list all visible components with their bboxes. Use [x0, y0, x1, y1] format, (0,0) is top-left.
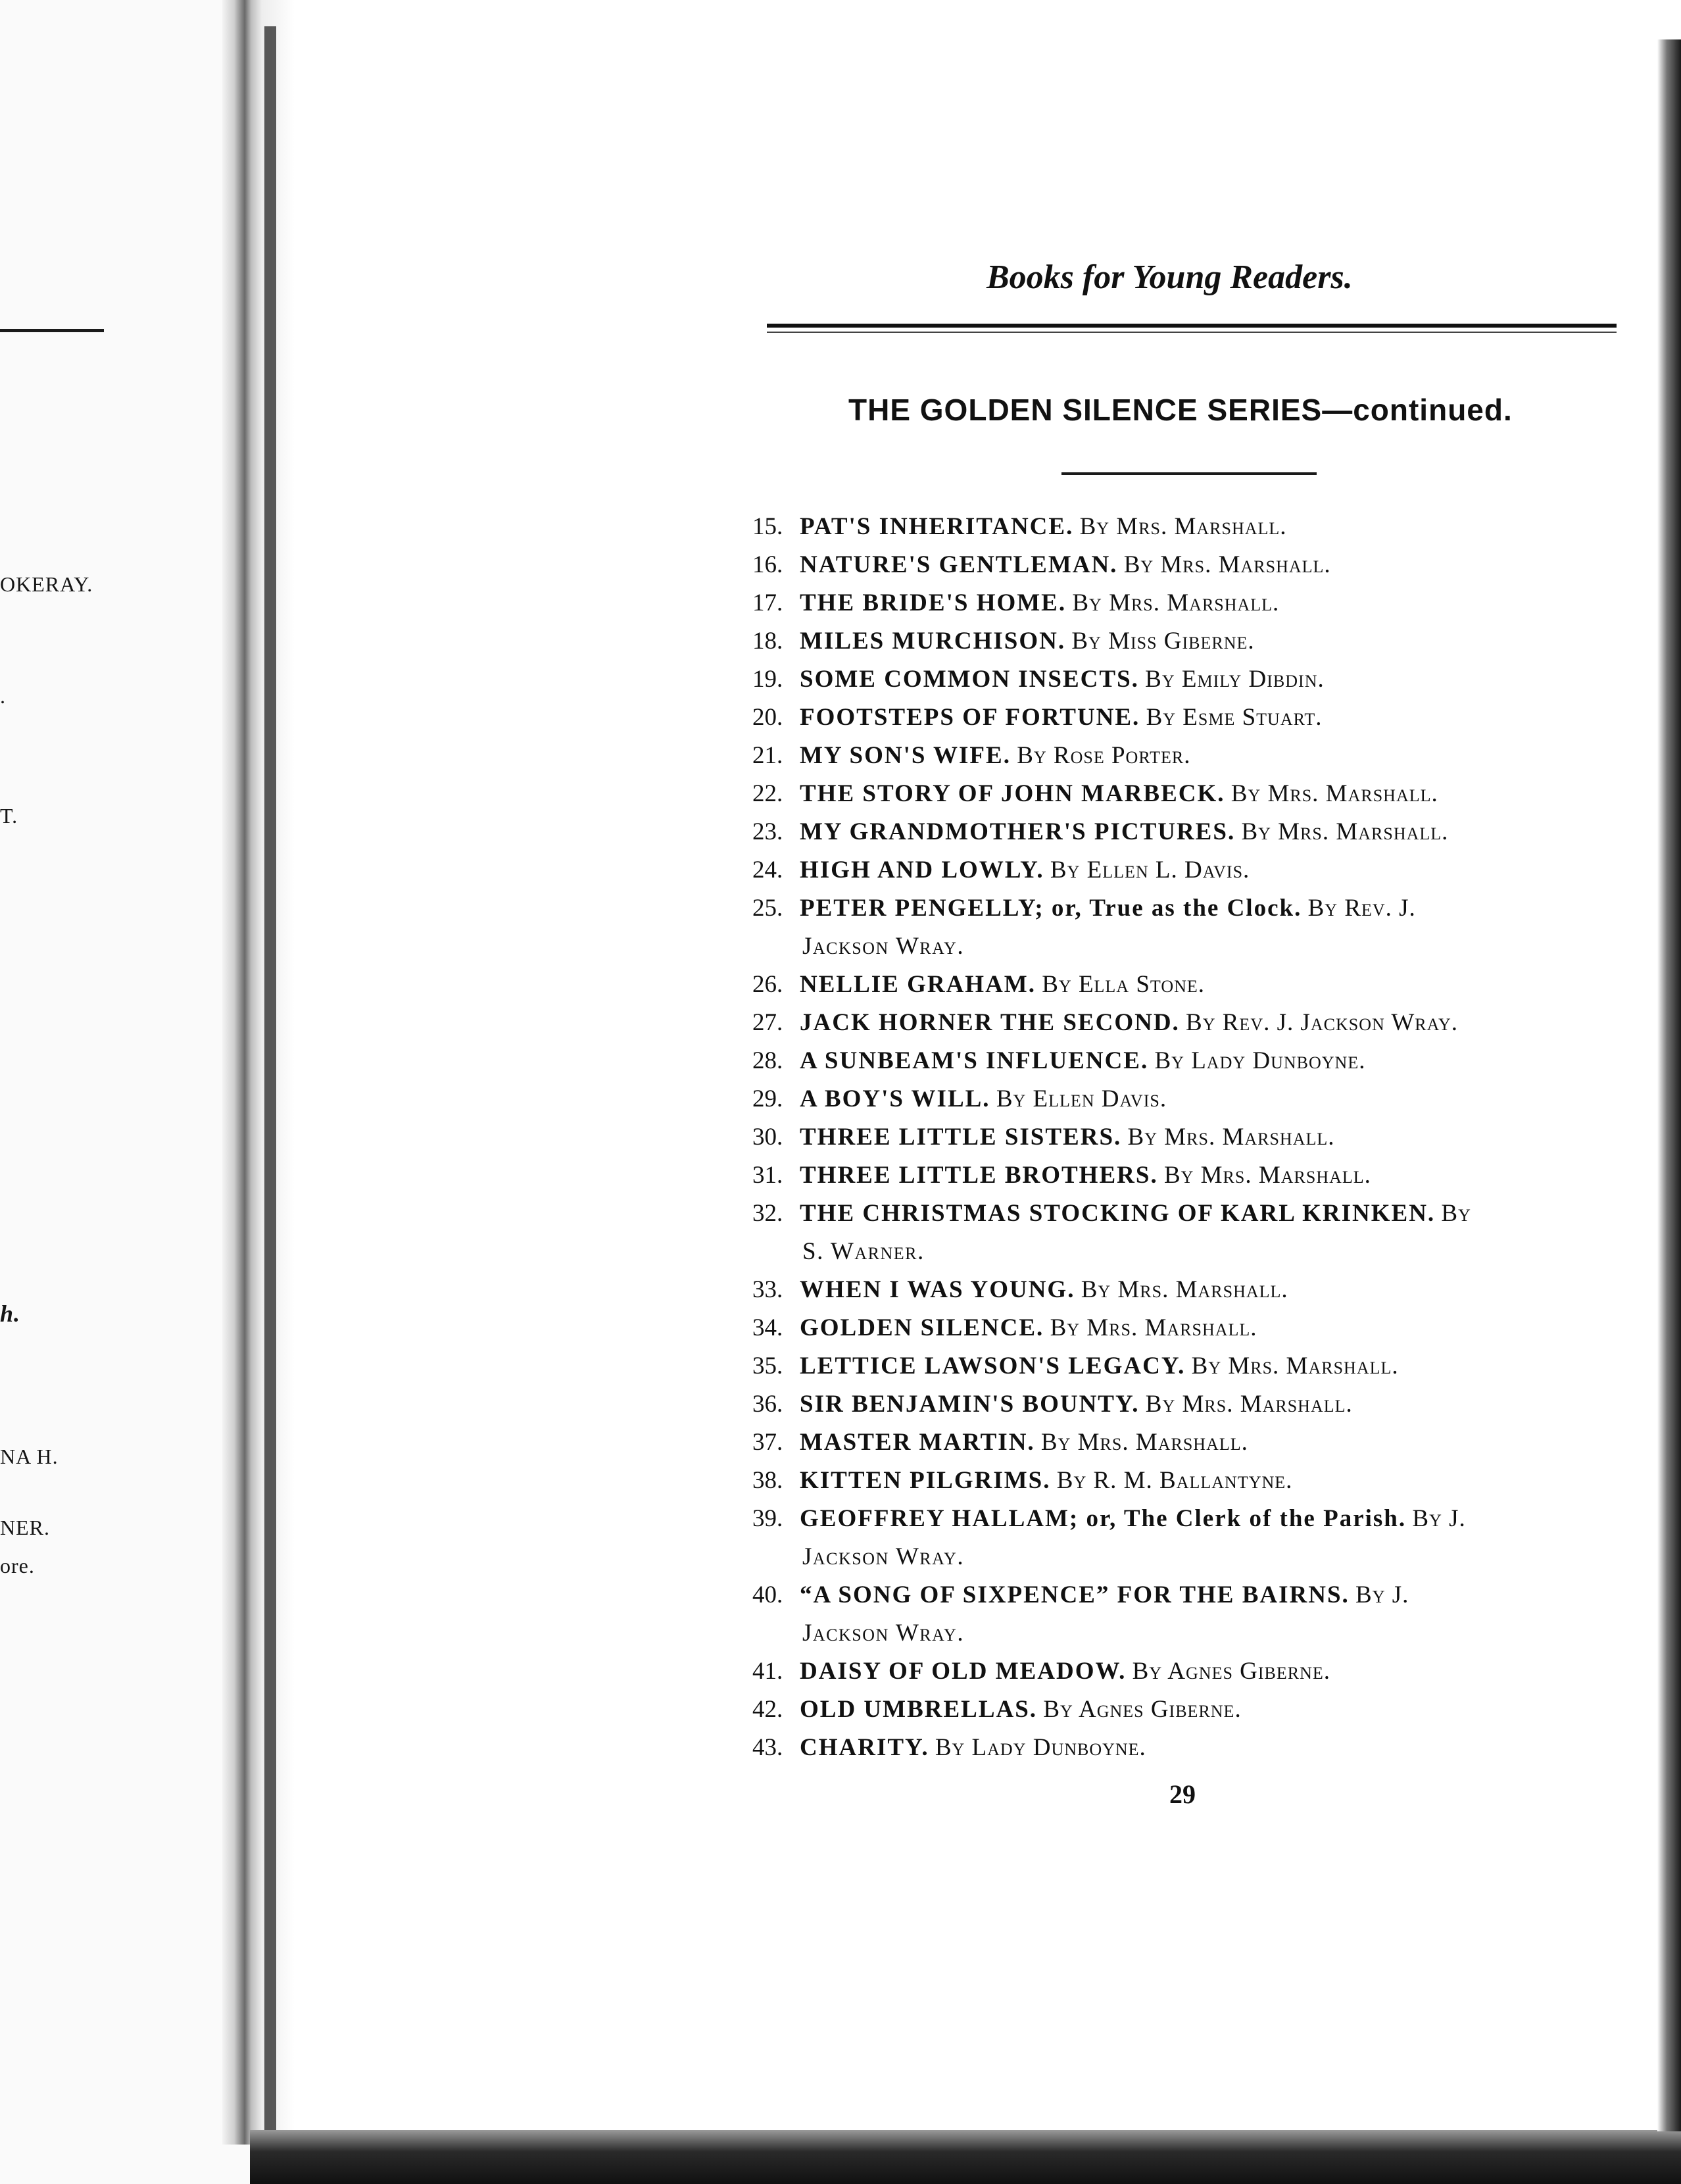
left-page-rule: [0, 329, 104, 332]
entry-number: 27.: [752, 1009, 783, 1036]
book-title: HIGH AND LOWLY.: [800, 856, 1044, 883]
list-item: [752, 1156, 1620, 1195]
entry-number: 22.: [752, 780, 783, 807]
binding-edge-bottom: [250, 2130, 1681, 2184]
entry-number: 25.: [752, 895, 783, 922]
left-page-fragment: OKERAY.: [0, 572, 93, 596]
list-item: [752, 1347, 1620, 1385]
entry-number: 16.: [752, 551, 783, 578]
list-item: [752, 1309, 1620, 1347]
list-item: [752, 1729, 1620, 1767]
binding-shadow: [264, 26, 276, 2145]
book-title: DAISY OF OLD MEADOW.: [800, 1658, 1127, 1685]
header-rule-thin: [767, 332, 1617, 333]
book-title: SOME COMMON INSECTS.: [800, 666, 1139, 693]
book-author: By: [1441, 1200, 1471, 1227]
list-item: [752, 889, 1620, 966]
entry-number: 32.: [752, 1200, 783, 1227]
list-item: [752, 1576, 1620, 1652]
book-title: THREE LITTLE BROTHERS.: [800, 1162, 1158, 1189]
list-item: [752, 1691, 1620, 1729]
list-item: [752, 1652, 1620, 1691]
book-author: By Lady Dunboyne.: [1154, 1047, 1366, 1074]
list-item: [752, 966, 1620, 1004]
entry-number: 43.: [752, 1734, 783, 1761]
book-title: MY GRANDMOTHER'S PICTURES.: [800, 818, 1236, 845]
book-author: By Mrs. Marshall.: [1081, 1276, 1288, 1303]
book-author: By Esme Stuart.: [1146, 704, 1323, 731]
list-item: [752, 622, 1620, 660]
book-author: By Mrs. Marshall.: [1079, 513, 1287, 540]
entry-number: 28.: [752, 1047, 783, 1074]
book-author: By Mrs. Marshall.: [1241, 818, 1449, 845]
book-title: THREE LITTLE SISTERS.: [800, 1124, 1122, 1151]
list-item: [752, 851, 1620, 889]
book-title: FOOTSTEPS OF FORTUNE.: [800, 704, 1140, 731]
book-author: By J.: [1355, 1581, 1409, 1608]
entry-number: 37.: [752, 1429, 783, 1456]
book-author-continuation: Jackson Wray.: [802, 1620, 965, 1647]
entry-number: 41.: [752, 1658, 783, 1685]
book-author: By Agnes Giberne.: [1043, 1696, 1242, 1723]
entry-number: 33.: [752, 1276, 783, 1303]
book-author-continuation: S. Warner.: [802, 1238, 925, 1265]
left-page-fragment: NER.: [0, 1516, 50, 1539]
book-title: PAT'S INHERITANCE.: [800, 513, 1074, 540]
book-author-continuation: Jackson Wray.: [802, 933, 965, 960]
list-item: [752, 813, 1620, 851]
entry-number: 26.: [752, 971, 783, 998]
book-author: By Mrs. Marshall.: [1145, 1391, 1353, 1418]
list-item: [752, 1462, 1620, 1500]
book-author: By Mrs. Marshall.: [1191, 1353, 1399, 1379]
book-author: By Rose Porter.: [1017, 742, 1191, 769]
book-gutter: [222, 0, 295, 2145]
entry-number: 40.: [752, 1581, 783, 1608]
book-author: By Mrs. Marshall.: [1072, 589, 1280, 616]
book-title: CHARITY.: [800, 1734, 929, 1761]
entry-number: 24.: [752, 856, 783, 883]
book-author: By Mrs. Marshall.: [1127, 1124, 1335, 1151]
list-item: [752, 775, 1620, 813]
book-title: OLD UMBRELLAS.: [800, 1696, 1038, 1723]
book-title: THE CHRISTMAS STOCKING OF KARL KRINKEN.: [800, 1200, 1436, 1227]
entry-number: 23.: [752, 818, 783, 845]
book-author-continuation: Jackson Wray.: [802, 1543, 965, 1570]
list-item: [752, 1042, 1620, 1080]
left-facing-page: [0, 0, 250, 2184]
list-item: [752, 508, 1620, 546]
book-author: By Mrs. Marshall.: [1163, 1162, 1371, 1189]
list-item: [752, 1424, 1620, 1462]
entry-number: 15.: [752, 513, 783, 540]
series-title: THE GOLDEN SILENCE SERIES—continued.: [848, 393, 1513, 427]
book-author: By Ellen L. Davis.: [1050, 856, 1250, 883]
book-author: By J.: [1412, 1505, 1466, 1532]
book-title: NELLIE GRAHAM.: [800, 971, 1036, 998]
list-item: [752, 1385, 1620, 1424]
book-title: NATURE'S GENTLEMAN.: [800, 551, 1118, 578]
list-item: [752, 737, 1620, 775]
entry-number: 39.: [752, 1505, 783, 1532]
list-item: [752, 1118, 1620, 1156]
entry-number: 42.: [752, 1696, 783, 1723]
book-author: By Miss Giberne.: [1071, 628, 1255, 655]
book-list: [752, 508, 1620, 1767]
book-title: SIR BENJAMIN'S BOUNTY.: [800, 1391, 1140, 1418]
book-author: By Ella Stone.: [1042, 971, 1206, 998]
book-author: By Mrs. Marshall.: [1050, 1314, 1257, 1341]
book-author: By Mrs. Marshall.: [1040, 1429, 1248, 1456]
book-author: By R. M. Ballantyne.: [1056, 1467, 1293, 1494]
book-title: GOLDEN SILENCE.: [800, 1314, 1044, 1341]
list-item: [752, 1004, 1620, 1042]
list-item: [752, 584, 1620, 622]
list-item: [752, 1500, 1620, 1576]
book-title: WHEN I WAS YOUNG.: [800, 1276, 1075, 1303]
entry-number: 30.: [752, 1124, 783, 1151]
book-title: LETTICE LAWSON'S LEGACY.: [800, 1353, 1186, 1379]
book-author: By Rev. J. Jackson Wray.: [1186, 1009, 1459, 1036]
book-title: THE BRIDE'S HOME.: [800, 589, 1067, 616]
entry-number: 34.: [752, 1314, 783, 1341]
book-author: By Emily Dibdin.: [1145, 666, 1325, 693]
left-page-fragment: .: [0, 684, 6, 708]
entry-number: 19.: [752, 666, 783, 693]
entry-number: 18.: [752, 628, 783, 655]
book-title: PETER PENGELLY; or, True as the Clock.: [800, 895, 1302, 922]
book-title: GEOFFREY HALLAM; or, The Clerk of the Parish.: [800, 1505, 1407, 1532]
list-item: [752, 699, 1620, 737]
book-author: By Rev. J.: [1307, 895, 1416, 922]
entry-number: 38.: [752, 1467, 783, 1494]
book-title: “A SONG OF SIXPENCE” FOR THE BAIRNS.: [800, 1581, 1350, 1608]
book-title: MASTER MARTIN.: [800, 1429, 1035, 1456]
book-title: MY SON'S WIFE.: [800, 742, 1011, 769]
title-rule: [1061, 472, 1317, 475]
book-title: KITTEN PILGRIMS.: [800, 1467, 1051, 1494]
entry-number: 31.: [752, 1162, 783, 1189]
book-author: By Mrs. Marshall.: [1230, 780, 1438, 807]
list-item: [752, 1195, 1620, 1271]
list-item: [752, 1080, 1620, 1118]
running-head: Books for Young Readers.: [987, 259, 1353, 296]
entry-number: 36.: [752, 1391, 783, 1418]
list-item: [752, 660, 1620, 699]
book-author: By Mrs. Marshall.: [1123, 551, 1331, 578]
book-author: By Ellen Davis.: [996, 1085, 1167, 1112]
book-title: THE STORY OF JOHN MARBECK.: [800, 780, 1225, 807]
list-item: [752, 546, 1620, 584]
entry-number: 17.: [752, 589, 783, 616]
header-rule: [767, 324, 1617, 328]
book-title: JACK HORNER THE SECOND.: [800, 1009, 1180, 1036]
left-page-fragment: NA H.: [0, 1445, 59, 1468]
book-author: By Agnes Giberne.: [1132, 1658, 1331, 1685]
left-page-fragment: ore.: [0, 1554, 35, 1577]
entry-number: 21.: [752, 742, 783, 769]
book-title: MILES MURCHISON.: [800, 628, 1066, 655]
left-page-fragment: T.: [0, 804, 18, 828]
list-item: [752, 1271, 1620, 1309]
book-title: A BOY'S WILL.: [800, 1085, 990, 1112]
book-author: By Lady Dunboyne.: [935, 1734, 1146, 1761]
entry-number: 35.: [752, 1353, 783, 1379]
right-page: [295, 0, 1657, 2130]
page-number: 29: [1169, 1779, 1196, 1809]
entry-number: 20.: [752, 704, 783, 731]
book-title: A SUNBEAM'S INFLUENCE.: [800, 1047, 1149, 1074]
left-page-fragment: h.: [0, 1301, 21, 1327]
entry-number: 29.: [752, 1085, 783, 1112]
page-edge-right: [1657, 39, 1681, 2131]
